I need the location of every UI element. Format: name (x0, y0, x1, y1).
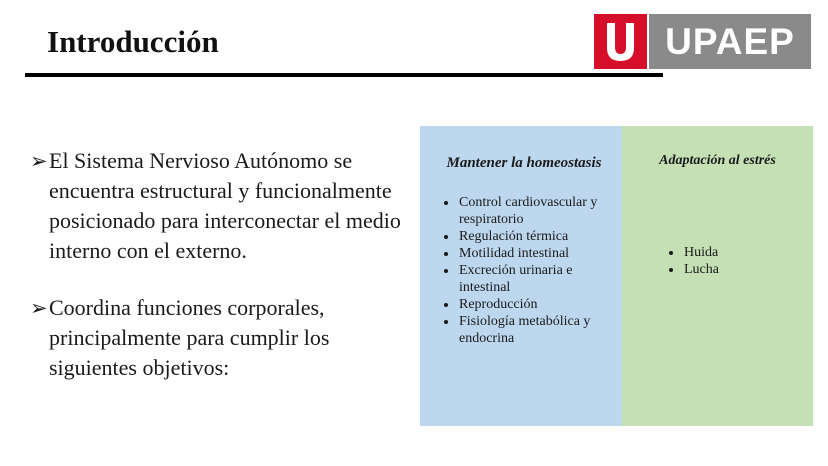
stress-column (622, 126, 813, 426)
list-item: • Reproducción (458, 296, 614, 313)
bullet-text: El Sistema Nervioso Autónomo se encuentra estructural y funcionalmente posicionado para interconectar el medio interno con el externo. (49, 148, 401, 263)
column-heading: Adaptación al estrés (659, 153, 776, 168)
list-item: • Motilidad intestinal (458, 245, 614, 262)
title-underline (25, 73, 663, 77)
logo-u-icon (594, 14, 647, 69)
list-item: • Excreción urinaria e intestinal (458, 262, 614, 296)
bullet-list (30, 146, 405, 410)
list-item: • Regulación térmica (458, 228, 614, 245)
upaep-logo (594, 14, 811, 69)
arrow-bullet-icon: ➢ (30, 296, 48, 320)
list-item: • Lucha (683, 261, 805, 278)
arrow-bullet-icon: ➢ (30, 149, 48, 173)
homeostasis-column (420, 126, 622, 426)
bullet-item (30, 293, 405, 383)
logo-text: UPAEP (649, 14, 811, 69)
objectives-table (420, 126, 813, 426)
logo-mark (594, 14, 649, 69)
column-heading: Mantener la homeostasis (446, 155, 602, 171)
slide-title: Introducción (47, 24, 219, 59)
list-item: • Huida (683, 244, 805, 261)
homeostasis-list (434, 194, 614, 347)
stress-list (630, 244, 805, 278)
bullet-item (30, 146, 405, 266)
list-item: • Fisiología metabólica y endocrina (458, 313, 614, 347)
bullet-text: Coordina funciones corporales, principalmente para cumplir los siguientes objetivos: (49, 295, 330, 380)
list-item: • Control cardiovascular y respiratorio (458, 194, 614, 228)
